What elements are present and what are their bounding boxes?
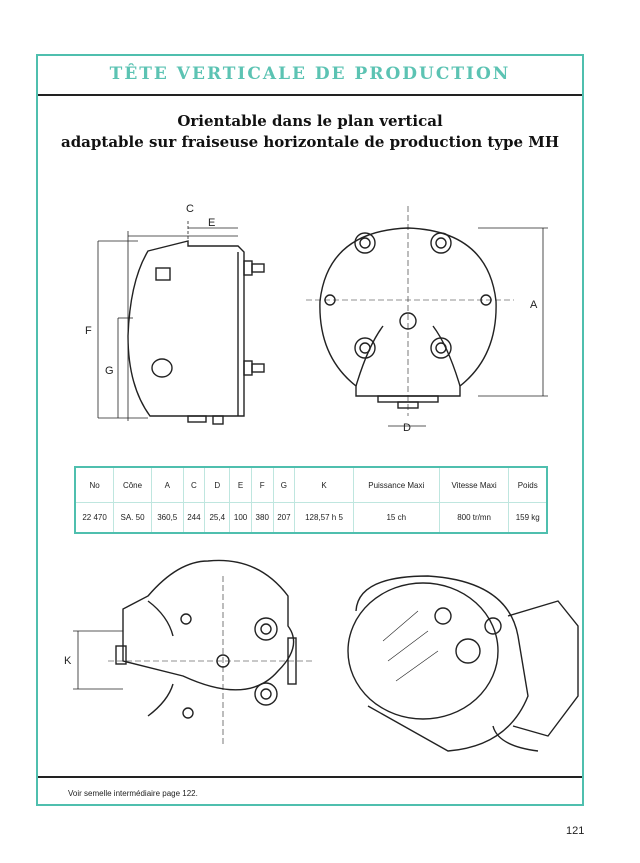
table-cell: 25,4 bbox=[205, 503, 230, 533]
spec-table bbox=[74, 466, 548, 534]
spec-header-no: No bbox=[76, 468, 114, 503]
dimension-label-g: G bbox=[105, 365, 114, 377]
perspective-illustration bbox=[348, 576, 578, 751]
spec-header-k: K bbox=[295, 468, 354, 503]
table-cell: 100 bbox=[230, 503, 252, 533]
front-view-drawing bbox=[306, 206, 548, 426]
subtitle-line-1: Orientable dans le plan vertical bbox=[177, 112, 443, 130]
dimension-label-a: A bbox=[530, 299, 538, 311]
table-cell: 244 bbox=[183, 503, 205, 533]
spec-header-a: A bbox=[151, 468, 183, 503]
footer-note: Voir semelle intermédiaire page 122. bbox=[68, 789, 198, 798]
page-title: TÊTE VERTICALE DE PRODUCTION bbox=[109, 64, 511, 84]
spec-header-d: D bbox=[205, 468, 230, 503]
dimension-label-c: C bbox=[186, 203, 194, 215]
side-view-drawing bbox=[98, 221, 264, 424]
bottom-view-drawing bbox=[73, 560, 313, 746]
table-cell: SA. 50 bbox=[114, 503, 152, 533]
subtitle-line-2: adaptable sur fraiseuse horizontale de production type MH bbox=[60, 133, 560, 151]
technical-drawings bbox=[38, 56, 586, 776]
table-cell: 800 tr/mn bbox=[439, 503, 509, 533]
spec-header-e: E bbox=[230, 468, 252, 503]
table-cell: 15 ch bbox=[353, 503, 439, 533]
spec-header-puissance: Puissance Maxi bbox=[353, 468, 439, 503]
page-number: 121 bbox=[566, 825, 585, 837]
table-row bbox=[76, 503, 546, 533]
table-cell: 360,5 bbox=[151, 503, 183, 533]
footer-divider bbox=[38, 776, 582, 778]
spec-header-row bbox=[76, 468, 546, 503]
dimension-label-e: E bbox=[208, 217, 216, 229]
page-frame bbox=[36, 54, 584, 806]
table-cell: 22 470 bbox=[82, 513, 107, 522]
spec-header-vitesse: Vitesse Maxi bbox=[439, 468, 509, 503]
table-cell: 128,57 h 5 bbox=[295, 503, 354, 533]
table-cell: 207 bbox=[273, 503, 295, 533]
dimension-label-d: D bbox=[403, 422, 411, 434]
dimension-label-f: F bbox=[85, 325, 92, 337]
table-cell: 159 kg bbox=[509, 503, 546, 533]
table-cell: 380 bbox=[251, 503, 273, 533]
dimension-label-k: K bbox=[64, 655, 72, 667]
spec-header-cone: Cône bbox=[114, 468, 152, 503]
spec-header-f: F bbox=[251, 468, 273, 503]
spec-header-g: G bbox=[273, 468, 295, 503]
spec-header-c: C bbox=[183, 468, 205, 503]
spec-header-poids: Poids bbox=[509, 468, 546, 503]
